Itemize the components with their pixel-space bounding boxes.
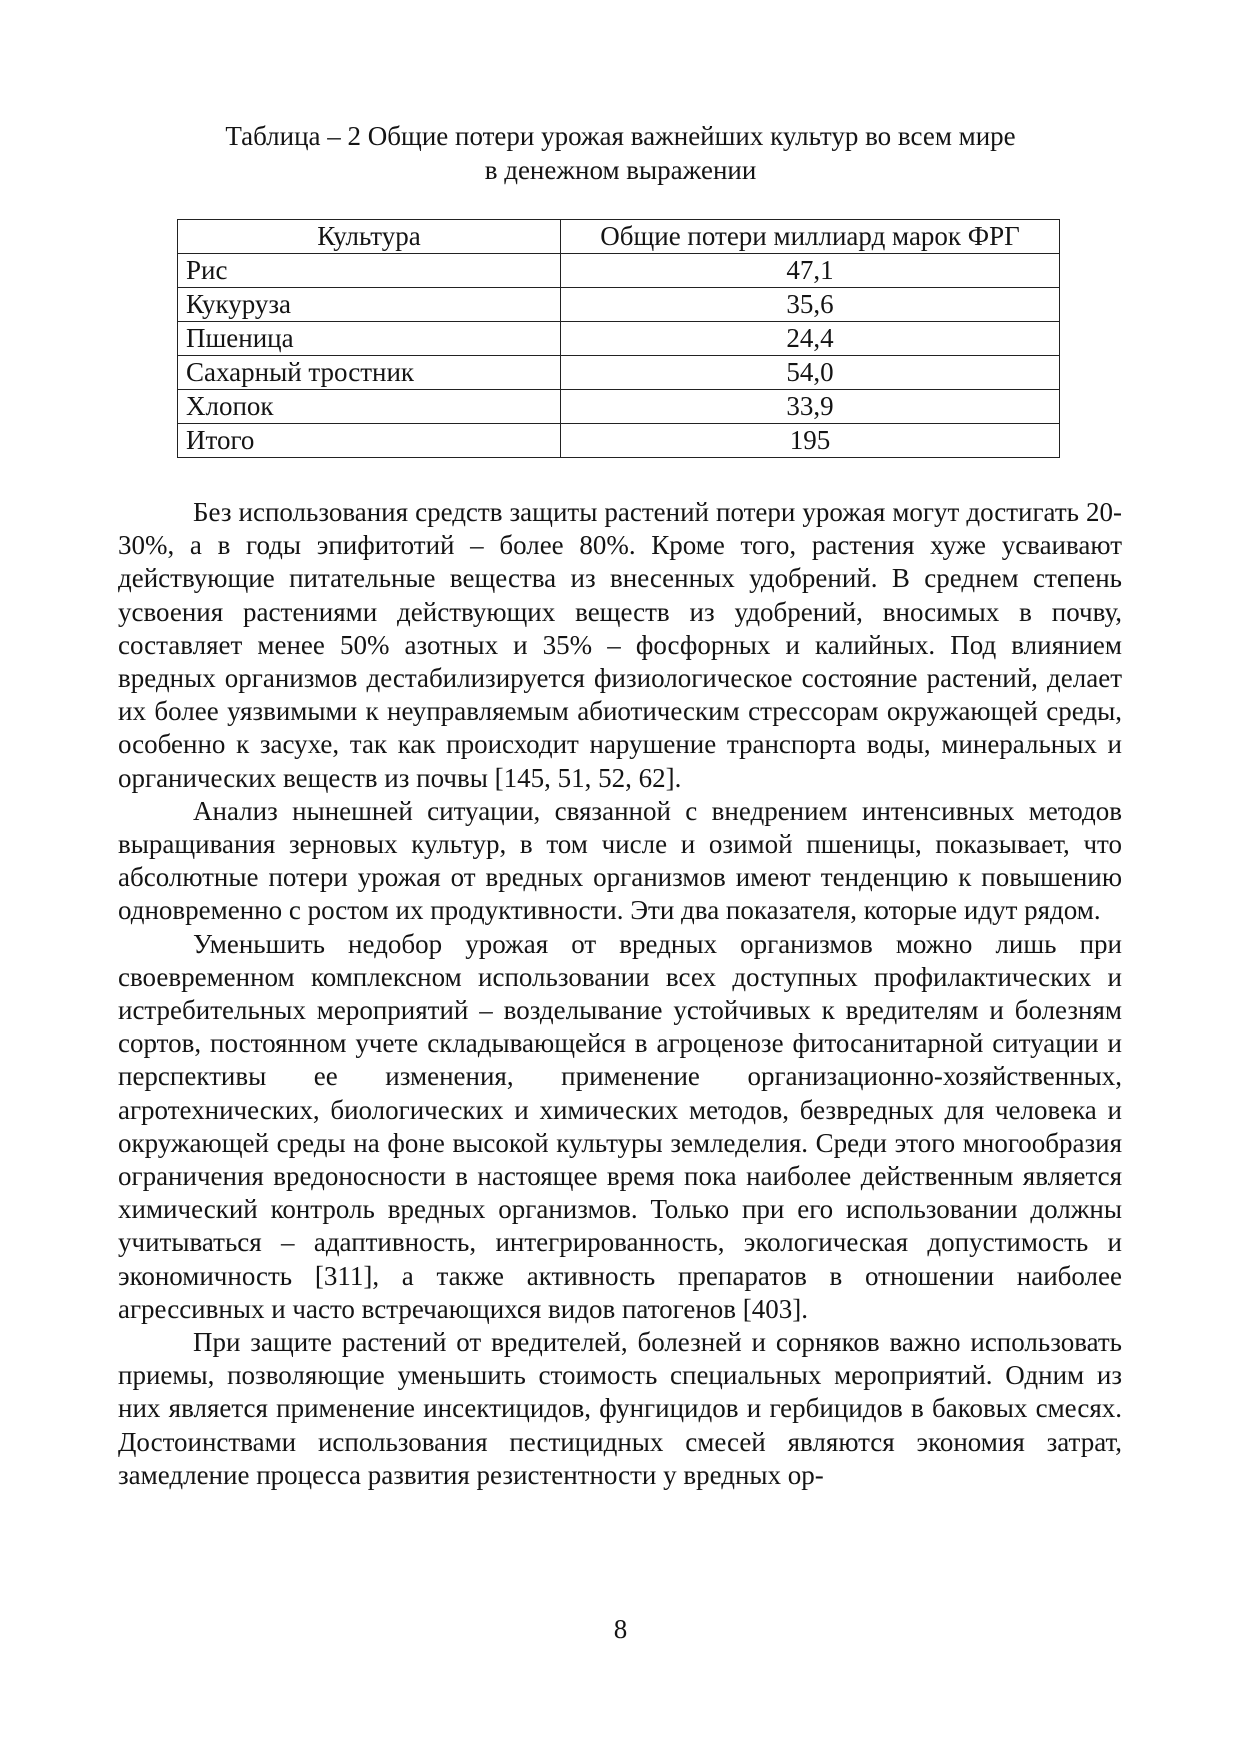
crop-losses-table: [177, 219, 1060, 458]
loss-cell: 54,0: [561, 356, 1060, 390]
loss-cell: 24,4: [561, 322, 1060, 356]
crop-cell: Пшеница: [178, 322, 561, 356]
table-row: [178, 254, 1060, 288]
table-row: [178, 356, 1060, 390]
loss-cell: 47,1: [561, 254, 1060, 288]
table-caption: [150, 119, 1091, 187]
loss-cell: 33,9: [561, 390, 1060, 424]
paragraph: Анализ нынешней ситуации, связанной с внедрением интенсивных методов выращивания зерновых культур, в том числе и озимой пшеницы, показывает, что абсолютные потери урожая от вредных организмов имеют тенденцию к повышению одновременно с ростом их продуктивности. Эти два показателя, которые идут рядом.: [118, 795, 1122, 926]
loss-cell: 35,6: [561, 288, 1060, 322]
total-label-cell: Итого: [178, 424, 561, 458]
table-total-row: [178, 424, 1060, 458]
total-value-cell: 195: [561, 424, 1060, 458]
paragraph: Уменьшить недобор урожая от вредных организмов можно лишь при своевременном комплексном использовании всех доступных профилактических и истребительных мероприятий – возделывание устойчивых к вредителям и болезням сортов, постоянном учете складывающейся в агроценозе фитосанитарной ситуации и перспективы ее изменения, применение организационно-хозяйственных, агротехнических, биологических и химических методов, безвредных для человека и окружающей среды на фоне высокой культуры земледелия. Среди этого многообразия ограничения вредоносности в настоящее время пока наиболее действенным является химический контроль вредных организмов. Только при его использовании должны учитываться – адаптивность, интегрированность, экологическая допустимость и экономичность [311], а также активность препаратов в отношении наиболее агрессивных и часто встречающихся видов патогенов [403].: [118, 928, 1122, 1324]
header-losses: Общие потери миллиард марок ФРГ: [561, 220, 1060, 254]
crop-cell: Сахарный тростник: [178, 356, 561, 390]
crop-cell: Рис: [178, 254, 561, 288]
table-row: [178, 390, 1060, 424]
table-caption-line-2: в денежном выражении: [484, 155, 757, 185]
table-row: [178, 322, 1060, 356]
body-text: [118, 496, 1122, 1492]
table-caption-line-1: Таблица – 2 Общие потери урожая важнейших культур во всем мире: [225, 121, 1016, 151]
header-crop: Культура: [178, 220, 561, 254]
paragraph: При защите растений от вредителей, болезней и сорняков важно использовать приемы, позволяющие уменьшить стоимость специальных мероприятий. Одним из них является применение инсектицидов, фунгицидов и гербицидов в баковых смесях. Достоинствами использования пестицидных смесей являются экономия затрат, замедление процесса развития резистентности у вредных ор-: [118, 1327, 1122, 1490]
page-number: 8: [613, 1614, 628, 1644]
paragraph: Без использования средств защиты растений потери урожая могут достигать 20-30%, а в годы эпифитотий – более 80%. Кроме того, растения хуже усваивают действующие питательные вещества из внесенных удобрений. В среднем степень усвоения растениями действующих веществ из удобрений, вносимых в почву, составляет менее 50% азотных и 35% – фосфорных и калийных. Под влиянием вредных организмов дестабилизируется физиологическое состояние растений, делает их более уязвимыми к неуправляемым абиотическим стрессорам окружающей среды, особенно к засухе, так как происходит нарушение транспорта воды, минеральных и органических веществ из почвы [145, 51, 52, 62].: [118, 497, 1122, 793]
crop-cell: Кукуруза: [178, 288, 561, 322]
crop-cell: Хлопок: [178, 390, 561, 424]
table-header-row: [178, 220, 1060, 254]
table-row: [178, 288, 1060, 322]
